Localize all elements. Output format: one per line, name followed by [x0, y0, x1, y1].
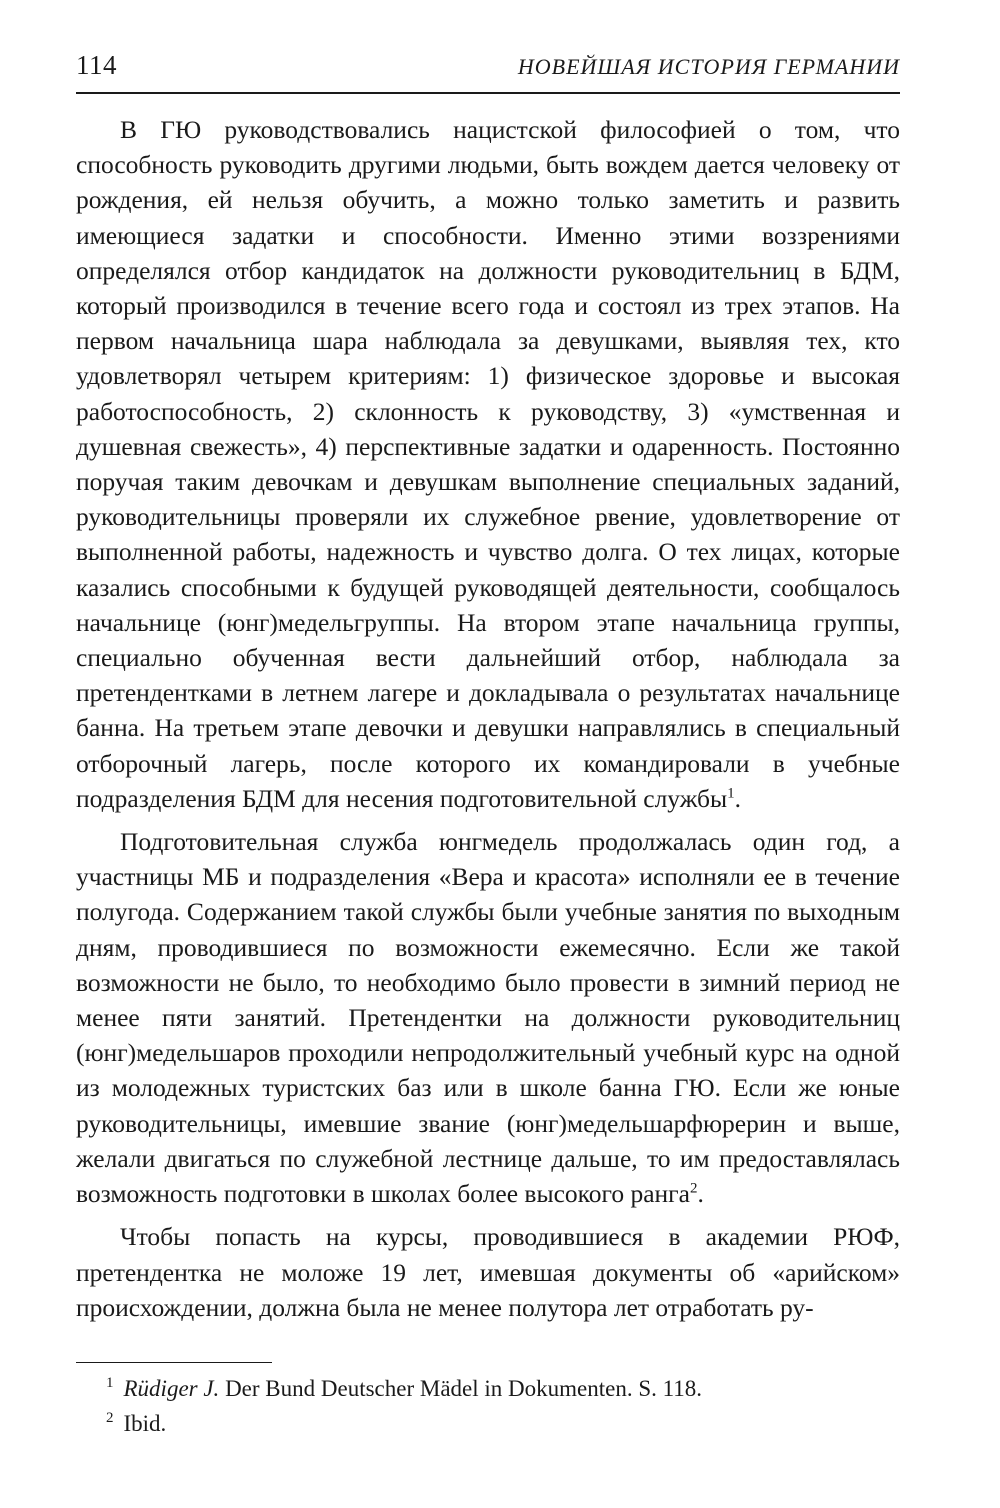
footnote-1-author: Rüdiger J. [123, 1375, 220, 1401]
footnote-2-text: Ibid. [123, 1410, 167, 1436]
paragraph-1: В ГЮ руководствовались нацистской философией о том, что способность руководить другими людьми, быть вождем дается человеку от рождения, ей нельзя обучить, а можно только заметить и развить имеющиеся задатки и способности. Именно этими воззрениями определялся отбор кандидаток на должности руководительниц в БДМ, который производился в течение всего года и состоял из трех этапов. На первом начальница шара наблюдала за девушками, выявляя тех, кто удовлетворял четырем критериям: 1) физическое здоровье и высокая работоспособность, 2) склонность к руководству, 3) «умственная и душевная свежесть», 4) перспективные задатки и одаренность. Постоянно поручая таким девочкам и девушкам выполнение специальных заданий, руководительницы проверяли их служебное рвение, удовлетворение от выполненной работы, надежность и чувство долга. О тех лицах, которые казались способными к будущей руководящей деятельности, сообщалось начальнице (юнг)медельгруппы. На втором этапе начальница группы, специально обученная вести дальнейший отбор, наблюдала за претендентками в летнем лагере и докладывала о результатах начальнице банна. На третьем этапе девочки и девушки направлялись в специальный отборочный лагерь, после которого их командировали в учебные подразделения БДМ для несения подготовительной службы$^1$. [76, 115, 900, 813]
footnote-divider [76, 1362, 272, 1363]
footnote-2 [76, 1406, 900, 1441]
footnote-ref-2[interactable]: 2 [689, 1180, 698, 1197]
page-number: 114 [76, 50, 117, 80]
footnote-1-number: 1 [106, 1375, 114, 1392]
paragraph-2-text: Подготовительная служба юнгмедель продолжалась один год, а участницы МБ и подразделения «Вера и красота» исполняли ее в течение полугода. Содержанием такой службы были учебные занятия по выходным дням, проводившиеся по возможности ежемесячно. Если же такой возможности не было, то необходимо было провести в зимний период не менее пяти занятий. Претендентки на должности руководительниц (юнг)медельшаров проходили непродолжительный учебный курс на одной из молодежных туристских баз или в школе банна ГЮ. Если же юные руководительницы, имевшие звание (юнг)медельшарфюрерин и выше, желали двигаться по служебной лестнице дальше, то им предоставлялась возможность подготовки в школах более высокого ранга [76, 827, 900, 1209]
footnote-2-number: 2 [106, 1410, 114, 1427]
book-page [76, 50, 900, 1441]
paragraph-3 [76, 1219, 900, 1325]
body-text [76, 112, 900, 1325]
footnote-ref-1[interactable]: 1 [727, 785, 735, 802]
footnote-1 [76, 1371, 900, 1406]
paragraph-1-text: В ГЮ руководствовались нацистской философией о том, что способность руководить другими людьми, быть вождем дается человеку от рождения, ей нельзя обучить, а можно только заметить и развить имеющиеся задатки и способности. Именно этими воззрениями определялся отбор кандидаток на должности руководительниц в БДМ, который производился в течение всего года и состоял из трех этапов. На первом начальница шара наблюдала за девушками, выявляя тех, кто удовлетворял четырем критериям: 1) физическое здоровье и высокая работоспособность, 2) склонность к руководству, 3) «умственная и душевная свежесть», 4) перспективные задатки и одаренность. Постоянно поручая таким девочкам и девушкам выполнение специальных заданий, руководительницы проверяли их служебное рвение, удовлетворение от выполненной работы, надежность и чувство долга. О тех лицах, которые казались способными к будущей руководящей деятельности, сообщалось начальнице (юнг)медельгруппы. На втором этапе начальница группы, специально обученная вести дальнейший отбор, наблюдала за претендентками в летнем лагере и докладывала о результатах начальнице банна. На третьем этапе девочки и девушки направлялись в специальный отборочный лагерь, после которого их командировали в учебные подразделения БДМ для несения подготовительной службы [76, 115, 900, 813]
footnotes [76, 1371, 900, 1441]
paragraph-2: Подготовительная служба юнгмедель продолжалась один год, а участницы МБ и подразделения «Вера и красота» исполняли ее в течение полугода. Содержанием такой службы были учебные занятия по выходным дням, проводившиеся по возможности ежемесячно. Если же такой возможности не было, то необходимо было провести в зимний период не менее пяти занятий. Претендентки на должности руководительниц (юнг)медельшаров проходили непродолжительный учебный курс на одной из молодежных туристских баз или в школе банна ГЮ. Если же юные руководительницы, имевшие звание (юнг)медельшарфюрерин и выше, желали двигаться по служебной лестнице дальше, то им предоставлялась возможность подготовки в школах более высокого ранга$^2$. [76, 827, 900, 1209]
paragraph-3-text: Чтобы попасть на курсы, проводившиеся в академии РЮФ, претендентка не моложе 19 лет, имевшая документы об «арийском» происхождении, должна была не менее полутора лет отработать ру- [76, 1222, 900, 1322]
book-title: НОВЕЙШАЯ ИСТОРИЯ ГЕРМАНИИ [517, 54, 900, 79]
footnote-1-text: Der Bund Deutscher Mädel in Dokumenten. S. 118. [219, 1375, 703, 1401]
running-head [76, 50, 900, 94]
